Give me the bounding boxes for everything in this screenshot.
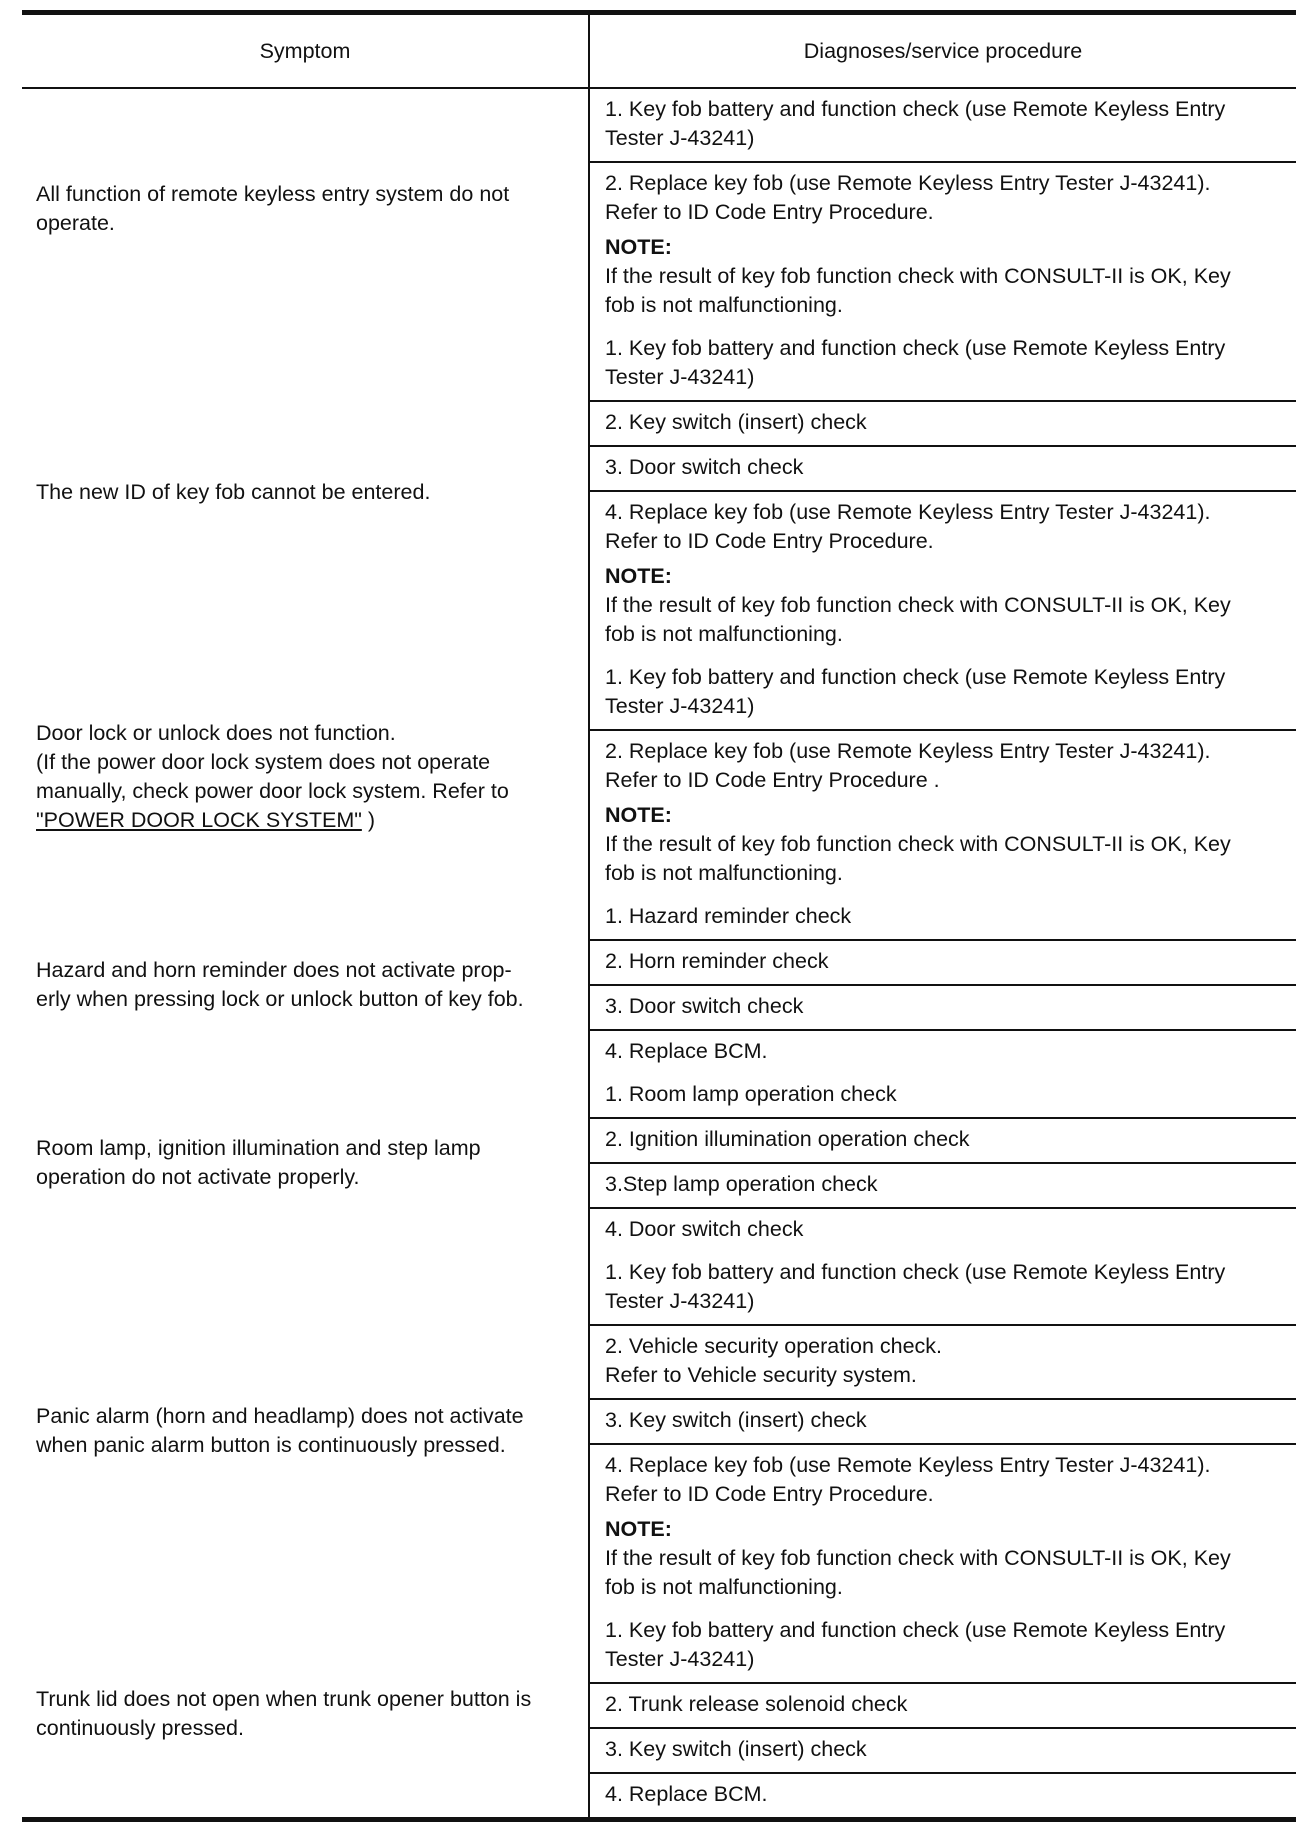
note-text: fob is not malfunctioning.	[605, 861, 843, 885]
step-text: 3. Key switch (insert) check	[605, 1737, 867, 1761]
step-text: 1. Room lamp operation check	[605, 1082, 897, 1106]
procedure-step	[589, 491, 1296, 657]
symptom-text: )	[361, 807, 375, 832]
note-text: If the result of key fob function check with CONSULT-II is OK, Key	[605, 1546, 1231, 1570]
table-row	[22, 1252, 1296, 1325]
document-page	[22, 10, 1296, 1822]
power-door-lock-link[interactable]: "POWER DOOR LOCK SYSTEM"	[36, 807, 362, 832]
step-text: 1. Key fob battery and function check (use Remote Keyless Entry	[605, 336, 1226, 360]
symptom-text: Trunk lid does not open when trunk opener button is	[36, 1686, 532, 1711]
symptom-cell	[22, 1610, 589, 1820]
procedure-step	[589, 1683, 1296, 1728]
step-text: Refer to ID Code Entry Procedure.	[605, 1482, 934, 1506]
note-text: fob is not malfunctioning.	[605, 293, 843, 317]
step-text: 2. Replace key fob (use Remote Keyless Entry Tester J-43241).	[605, 171, 1211, 195]
table-row	[22, 1074, 1296, 1118]
step-text: Tester J-43241)	[605, 126, 755, 150]
symptom-text: Hazard and horn reminder does not activate prop-	[36, 958, 512, 982]
step-text: 2. Replace key fob (use Remote Keyless Entry Tester J-43241).	[605, 739, 1211, 763]
step-text: Tester J-43241)	[605, 365, 755, 389]
symptom-text: operate.	[36, 210, 115, 235]
symptom-cell	[22, 657, 589, 896]
step-text: Refer to Vehicle security system.	[605, 1363, 917, 1387]
step-text: Tester J-43241)	[605, 1647, 755, 1671]
table-row	[22, 1610, 1296, 1683]
step-text: 2. Horn reminder check	[605, 949, 829, 973]
procedure-step	[589, 446, 1296, 491]
symptom-text: Panic alarm (horn and headlamp) does not activate	[36, 1404, 524, 1428]
symptom-text: erly when pressing lock or unlock button of key fob.	[36, 987, 524, 1011]
step-text: 1. Key fob battery and function check (use Remote Keyless Entry	[605, 1260, 1226, 1284]
step-text: 1. Key fob battery and function check (use Remote Keyless Entry	[605, 1618, 1226, 1642]
table-row	[22, 88, 1296, 162]
procedure-step	[589, 1610, 1296, 1683]
step-text: 2. Trunk release solenoid check	[605, 1692, 908, 1716]
header-procedure: Diagnoses/service procedure	[589, 13, 1296, 89]
procedure-step	[589, 1163, 1296, 1208]
step-text: 3. Door switch check	[605, 455, 804, 479]
step-text: Tester J-43241)	[605, 694, 755, 718]
procedure-step	[589, 88, 1296, 162]
symptom-text: operation do not activate properly.	[36, 1165, 360, 1189]
symptom-cell	[22, 88, 589, 328]
diagnosis-table	[22, 10, 1296, 1822]
step-text: 1. Key fob battery and function check (use Remote Keyless Entry	[605, 665, 1226, 689]
symptom-text: Door lock or unlock does not function.	[36, 720, 396, 745]
symptom-cell	[22, 1074, 589, 1252]
procedure-step	[589, 657, 1296, 730]
symptom-text: continuously pressed.	[36, 1715, 244, 1740]
symptom-text: Room lamp, ignition illumination and step lamp	[36, 1136, 481, 1160]
symptom-text: The new ID of key fob cannot be entered.	[36, 480, 431, 504]
step-text: 4. Replace BCM.	[605, 1782, 768, 1806]
procedure-step	[589, 985, 1296, 1030]
symptom-cell	[22, 328, 589, 657]
table-row	[22, 657, 1296, 730]
procedure-step	[589, 1208, 1296, 1252]
step-text: 2. Ignition illumination operation check	[605, 1127, 970, 1151]
procedure-step	[589, 1030, 1296, 1074]
procedure-step	[589, 162, 1296, 328]
procedure-step	[589, 1118, 1296, 1163]
step-text: Refer to ID Code Entry Procedure.	[605, 529, 934, 553]
note-text: If the result of key fob function check with CONSULT-II is OK, Key	[605, 832, 1231, 856]
note-text: If the result of key fob function check with CONSULT-II is OK, Key	[605, 264, 1231, 288]
table-header-row	[22, 13, 1296, 89]
procedure-step	[589, 401, 1296, 446]
step-text: 4. Door switch check	[605, 1217, 804, 1241]
step-text: 1. Hazard reminder check	[605, 904, 852, 928]
symptom-text: All function of remote keyless entry system do not	[36, 181, 510, 206]
procedure-step	[589, 1728, 1296, 1773]
step-text: Tester J-43241)	[605, 1289, 755, 1313]
step-text: 2. Vehicle security operation check.	[605, 1334, 943, 1358]
procedure-step	[589, 328, 1296, 401]
step-text: 3. Door switch check	[605, 994, 804, 1018]
procedure-step	[589, 1074, 1296, 1118]
procedure-step	[589, 1444, 1296, 1610]
step-text: 4. Replace BCM.	[605, 1039, 768, 1063]
procedure-step	[589, 1399, 1296, 1444]
note-text: fob is not malfunctioning.	[605, 1575, 843, 1599]
note-text: If the result of key fob function check with CONSULT-II is OK, Key	[605, 593, 1231, 617]
note-label: NOTE:	[605, 235, 672, 259]
table-body	[22, 88, 1296, 1820]
step-text: Refer to ID Code Entry Procedure.	[605, 200, 934, 224]
step-text: 4. Replace key fob (use Remote Keyless Entry Tester J-43241).	[605, 500, 1211, 524]
symptom-cell	[22, 1252, 589, 1610]
step-text: 2. Key switch (insert) check	[605, 410, 867, 434]
step-text: 4. Replace key fob (use Remote Keyless Entry Tester J-43241).	[605, 1453, 1211, 1477]
step-text: 3. Key switch (insert) check	[605, 1408, 867, 1432]
procedure-step	[589, 940, 1296, 985]
symptom-reference	[36, 806, 572, 835]
note-label: NOTE:	[605, 564, 672, 588]
table-row	[22, 896, 1296, 940]
symptom-text: when panic alarm button is continuously pressed.	[36, 1433, 506, 1457]
note-text: fob is not malfunctioning.	[605, 622, 843, 646]
step-text: 3.Step lamp operation check	[605, 1172, 878, 1196]
symptom-text: (If the power door lock system does not operate	[36, 749, 491, 774]
procedure-step	[589, 896, 1296, 940]
procedure-step	[589, 1325, 1296, 1399]
symptom-text: manually, check power door lock system. Refer to	[36, 778, 509, 803]
note-label: NOTE:	[605, 1517, 672, 1541]
procedure-step	[589, 730, 1296, 896]
procedure-step	[589, 1773, 1296, 1820]
step-text: Refer to ID Code Entry Procedure .	[605, 768, 940, 792]
table-row	[22, 328, 1296, 401]
header-symptom: Symptom	[22, 13, 589, 89]
step-text: 1. Key fob battery and function check (use Remote Keyless Entry	[605, 97, 1226, 121]
note-label: NOTE:	[605, 803, 672, 827]
symptom-cell	[22, 896, 589, 1074]
procedure-step	[589, 1252, 1296, 1325]
